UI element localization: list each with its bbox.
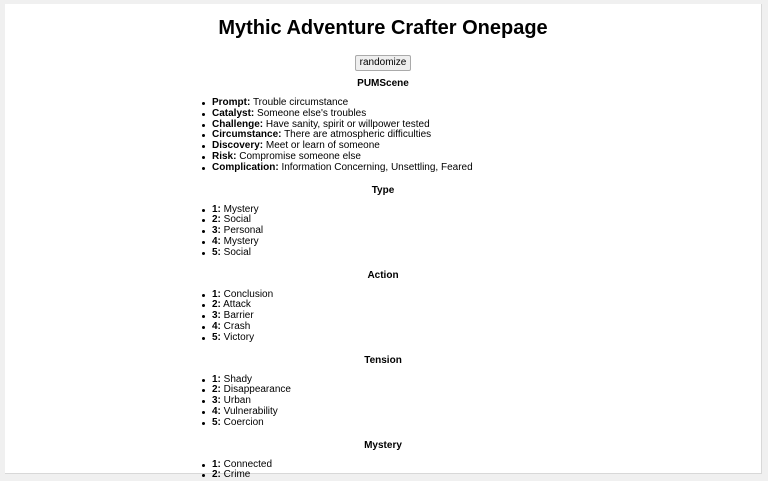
item-key: 3: xyxy=(212,310,221,322)
list-item xyxy=(202,300,761,311)
list-pumscene xyxy=(202,98,761,174)
list-item xyxy=(202,322,761,333)
list-item xyxy=(202,205,761,216)
item-value: Personal xyxy=(220,225,264,237)
item-key: 5: xyxy=(212,331,221,343)
list-tension xyxy=(202,375,761,429)
item-key: 2: xyxy=(212,384,221,396)
list-item xyxy=(202,460,761,471)
randomize-button[interactable]: randomize xyxy=(355,55,412,71)
item-key: 2: xyxy=(212,299,221,311)
section-title-action: Action xyxy=(367,269,399,281)
randomize-wrap xyxy=(5,52,761,68)
item-value: Vulnerability xyxy=(220,405,278,417)
list-item xyxy=(202,385,761,396)
item-key: 3: xyxy=(212,225,221,237)
item-key: 1: xyxy=(212,373,221,385)
list-type xyxy=(202,205,761,259)
item-key: 5: xyxy=(212,246,221,258)
list-item xyxy=(202,237,761,248)
item-key: Complication: xyxy=(212,161,279,173)
list-item xyxy=(202,248,761,259)
item-value: Mystery xyxy=(220,203,259,215)
item-value: Information Concerning, Unsettling, Feared xyxy=(278,161,473,173)
item-key: 2: xyxy=(212,469,221,481)
list-item xyxy=(202,396,761,407)
section-title-tension: Tension xyxy=(364,354,402,366)
item-value: Compromise someone else xyxy=(236,150,361,162)
item-key: 5: xyxy=(212,416,221,428)
list-item xyxy=(202,163,761,174)
item-key: 4: xyxy=(212,320,221,332)
item-value: Shady xyxy=(220,373,253,385)
section-title-pumscene: PUMScene xyxy=(357,78,409,89)
item-value: Social xyxy=(220,246,251,258)
item-key: 1: xyxy=(212,458,221,470)
list-item xyxy=(202,333,761,344)
item-value: Victory xyxy=(220,331,255,343)
list-item xyxy=(202,470,761,481)
item-key: 1: xyxy=(212,288,221,300)
section-title-mystery: Mystery xyxy=(364,439,402,451)
item-value: Coercion xyxy=(220,416,264,428)
item-value: Urban xyxy=(220,395,251,407)
list-mystery xyxy=(202,460,761,481)
item-key: 3: xyxy=(212,395,221,407)
item-value: Someone else's troubles xyxy=(254,107,367,119)
list-item xyxy=(202,311,761,322)
list-item xyxy=(202,215,761,226)
page-title: Mythic Adventure Crafter Onepage xyxy=(218,17,548,39)
list-item xyxy=(202,418,761,429)
item-value: Crime xyxy=(220,469,251,481)
item-value: Have sanity, spirit or willpower tested xyxy=(263,118,430,130)
list-item xyxy=(202,226,761,237)
item-key: Circumstance: xyxy=(212,129,282,141)
item-value: Conclusion xyxy=(220,288,274,300)
item-value: Mystery xyxy=(220,235,259,247)
item-value: Crash xyxy=(220,320,251,332)
list-item xyxy=(202,407,761,418)
section-title-type: Type xyxy=(371,184,395,196)
item-key: 1: xyxy=(212,203,221,215)
item-key: 4: xyxy=(212,405,221,417)
item-key: Challenge: xyxy=(212,118,264,130)
item-value: Trouble circumstance xyxy=(250,97,349,108)
page-card xyxy=(5,4,762,481)
item-value: Social xyxy=(220,214,251,226)
item-value: Connected xyxy=(220,458,273,470)
item-value: Attack xyxy=(220,299,251,311)
item-key: Prompt: xyxy=(212,97,251,108)
item-value: Disappearance xyxy=(220,384,291,396)
item-key: Discovery: xyxy=(212,140,264,152)
item-key: 4: xyxy=(212,235,221,247)
item-value: Barrier xyxy=(220,310,254,322)
item-value: Meet or learn of someone xyxy=(263,140,380,152)
item-key: 2: xyxy=(212,214,221,226)
item-key: Catalyst: xyxy=(212,107,255,119)
sections-container xyxy=(5,78,761,481)
list-item xyxy=(202,290,761,301)
item-key: Risk: xyxy=(212,150,237,162)
item-value: There are atmospheric difficulties xyxy=(281,129,432,141)
list-action xyxy=(202,290,761,344)
